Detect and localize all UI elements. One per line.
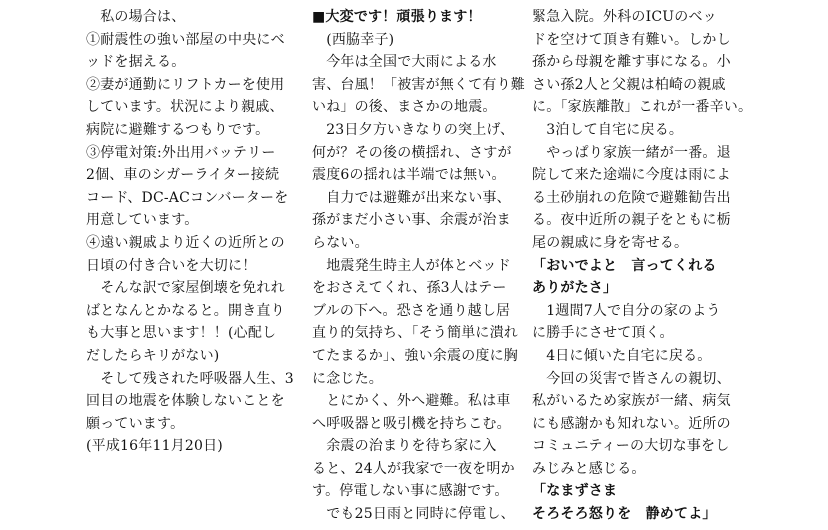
text-line: さい孫2人と父親は柏崎の親戚 (532, 76, 726, 93)
text-line: 私がいるため家族が一緒、病気 (532, 393, 731, 410)
text-column-3 (532, 6, 753, 526)
text-line: 23日夕方いきなりの突上げ、 (312, 121, 515, 138)
text-column-1 (86, 6, 294, 458)
text-line: 緊急入院。外科のICUのベッ (532, 9, 717, 25)
text-line: でも25日雨と同時に停電し、 (312, 506, 515, 523)
text-line: 2個、車のシガーライター接続 (86, 167, 280, 184)
text-line: 余震の治まりを待ち家に入 (312, 438, 497, 455)
text-line: らない。 (312, 234, 369, 251)
text-line: いね」の後、まさかの地震。 (312, 99, 497, 116)
text-line: ブルの下へ。恐さを通り越し居 (312, 302, 511, 319)
text-line: (西脇幸子) (312, 31, 395, 48)
text-line: コミュニティーの大切な事をし (532, 438, 730, 455)
text-line: る土砂崩れの危険で避難勧告出 (532, 189, 731, 206)
text-line: コード、DC-ACコンバーターを (86, 189, 289, 206)
text-line: をおさえてくれ、孫3人はテー (312, 280, 507, 297)
text-line: 尾の親戚に身を寄せる。 (532, 234, 689, 251)
text-line: そして残された呼吸器人生、3 (86, 370, 294, 387)
text-line: 直り的気持ち、「そう簡単に潰れ (312, 325, 518, 342)
text-line: ①耐震性の強い部屋の中央にベ (86, 31, 285, 48)
text-line: に念じた。 (312, 370, 383, 387)
text-line: ④遠い親戚より近くの近所との (86, 234, 285, 251)
text-line: 願っています。 (86, 415, 185, 432)
text-line: とにかく、外へ避難。私は車 (312, 393, 511, 410)
text-line: 私の場合は、 (86, 9, 186, 25)
text-line: ッドを据える。 (86, 54, 186, 71)
text-line: ると、24人が我家で一夜を明か (312, 460, 515, 477)
text-line: す。停電しない事に感謝です。 (312, 483, 509, 500)
text-line: 今年は全国で大雨による水 (312, 54, 497, 71)
text-line: 自力では避難が出来ない事、 (312, 189, 511, 206)
text-line: 何が？その後の横揺れ、さすが (312, 144, 512, 161)
text-line: 3泊して自宅に戻る。 (532, 121, 684, 138)
text-line: (平成16年11月20日) (86, 438, 223, 455)
text-line: ドを空けて頂き有難い。しかし (532, 31, 731, 48)
text-line: 1週間7人で自分の家のよう (532, 302, 721, 319)
text-line: 病院に避難するつもりです。 (86, 121, 270, 138)
text-line: 用意しています。 (86, 212, 199, 229)
text-line: しています。状況により親戚、 (86, 99, 284, 116)
text-line: 院して来た途端に今度は雨によ (532, 167, 731, 184)
text-line: ②妻が通勤にリフトカーを使用 (86, 76, 285, 93)
text-line: 震度6の揺れは半端では無い。 (312, 167, 506, 184)
text-line: 孫から母親を離す事になる。小 (532, 54, 731, 71)
text-line: 4日に傾いた自宅に戻る。 (532, 347, 712, 364)
text-line: 日頃の付き合いを大切に！ (86, 257, 257, 274)
heading-line: ありがたさ」 (532, 280, 618, 297)
text-line: 今回の災害で皆さんの親切、 (532, 370, 731, 387)
text-line: みじみと感じる。 (532, 460, 646, 477)
text-line: そんな訳で家屋倒壊を免れれ (86, 280, 285, 297)
text-line: も大事と思います！！(心配し (86, 325, 277, 342)
text-line: ばとなんとかなると。開き直り (86, 302, 285, 319)
text-line: る。夜中近所の親子をともに栃 (532, 212, 731, 229)
text-line: ③停電対策:外出用バッテリー (86, 144, 276, 161)
text-line: 地震発生時主人が体とベッド (312, 257, 511, 274)
heading-line: そろそろ怒りを 静めてよ」 (532, 506, 717, 523)
text-line: へ呼吸器と吸引機を持ちこむ。 (312, 415, 511, 432)
text-line: に。「家族離散」これが一番辛い。 (532, 99, 753, 116)
text-line: に勝手にさせて頂く。 (532, 325, 674, 342)
heading-line: 「おいでよと 言ってくれる (532, 257, 717, 274)
text-line: だしたらキリがない) (86, 347, 220, 364)
heading-line: ■大変です！頑張ります！ (312, 9, 482, 25)
text-line: 回目の地震を体験しないことを (86, 393, 285, 410)
heading-line: 「なまずさま (532, 483, 618, 500)
text-column-2 (312, 6, 525, 526)
text-line: やっぱり家族一緒が一番。退 (532, 144, 731, 161)
text-line: てたまるか」、強い余震の度に胸 (312, 347, 518, 364)
text-line: 孫がまだ小さい事、余震が治ま (312, 212, 511, 229)
text-line: にも感謝かも知れない。近所の (532, 415, 731, 432)
text-line: 害、台風！「被害が無くて有り難 (312, 76, 525, 93)
